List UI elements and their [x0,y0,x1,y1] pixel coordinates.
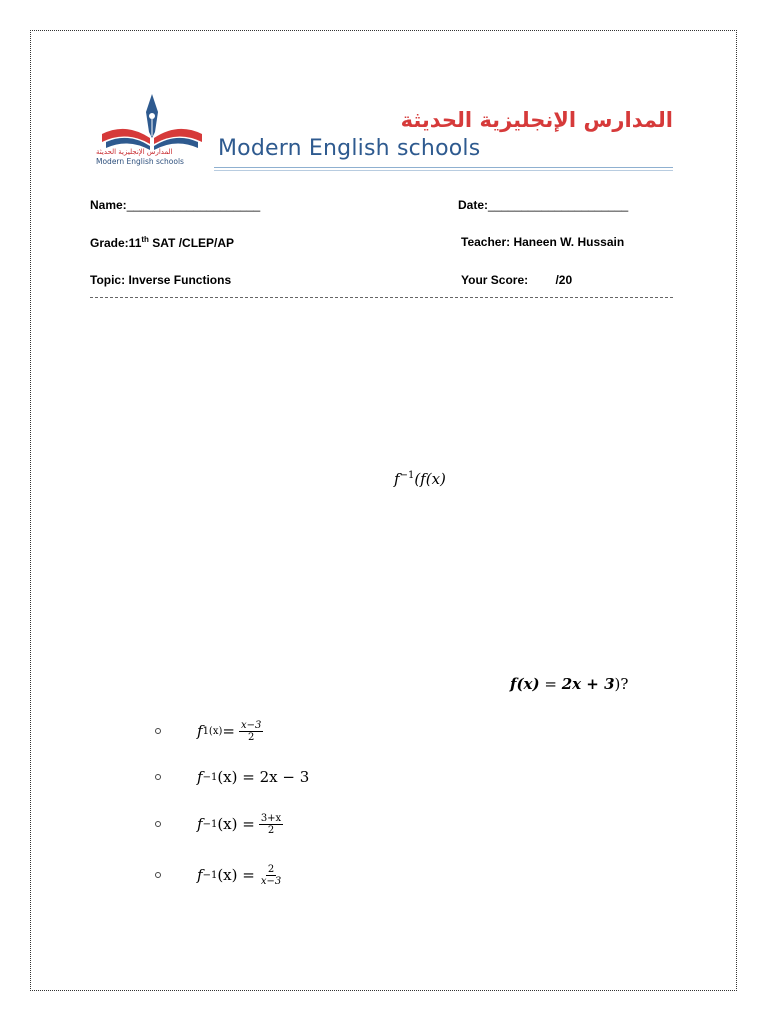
option-2[interactable] [155,762,310,792]
question1-expression: $f^{-1}(f(x)$ [394,470,446,488]
option-4-radio[interactable] [155,872,161,878]
grade-label: Grade:11th SAT /CLEP/AP [90,235,235,250]
option-3-expression: f −1 (x) = $\frac{3+x}{2}$ [197,812,282,836]
option-2-expression: f −1 (x) = 2x − 3 [197,768,310,786]
name-label: Name: [90,198,127,212]
logo-caption-arabic: المدارس الإنجليزية الحديثة [96,148,173,156]
date-blank: _____________________ [488,198,629,212]
option-2-radio[interactable] [155,774,161,780]
name-blank: ____________________ [126,198,261,212]
logo-caption-english: Modern English schools [96,157,184,166]
date-field[interactable] [458,198,628,212]
logo-caption [96,148,208,166]
header-divider [90,297,673,298]
brand-divider [214,167,673,168]
option-3[interactable] [155,809,282,839]
page-border [30,30,737,991]
name-field[interactable] [90,198,260,212]
option-1[interactable] [155,716,262,746]
brand-divider-secondary [214,170,673,171]
brand-name-arabic: المدارس الإنجليزية الحديثة [400,108,673,132]
option-1-expression: f 1(x) = $\frac{x-3}{2}$ [197,719,262,743]
option-4[interactable] [155,860,282,890]
brand-name-english: Modern English schools [218,136,481,161]
teacher-label: Teacher: Haneen W. Hussain [461,235,625,249]
option-3-radio[interactable] [155,821,161,827]
option-4-expression: f −1 (x) = $\frac{2}{x-3}$ [197,863,282,887]
score-label: Your Score: [461,273,529,287]
question2-expression: f(x) = 2x + 3)? [510,675,629,693]
score-total: /20 [555,273,573,287]
topic-label: Topic: Inverse Functions [90,273,232,287]
score-field [461,273,572,287]
date-label: Date: [458,198,489,212]
option-1-radio[interactable] [155,728,161,734]
